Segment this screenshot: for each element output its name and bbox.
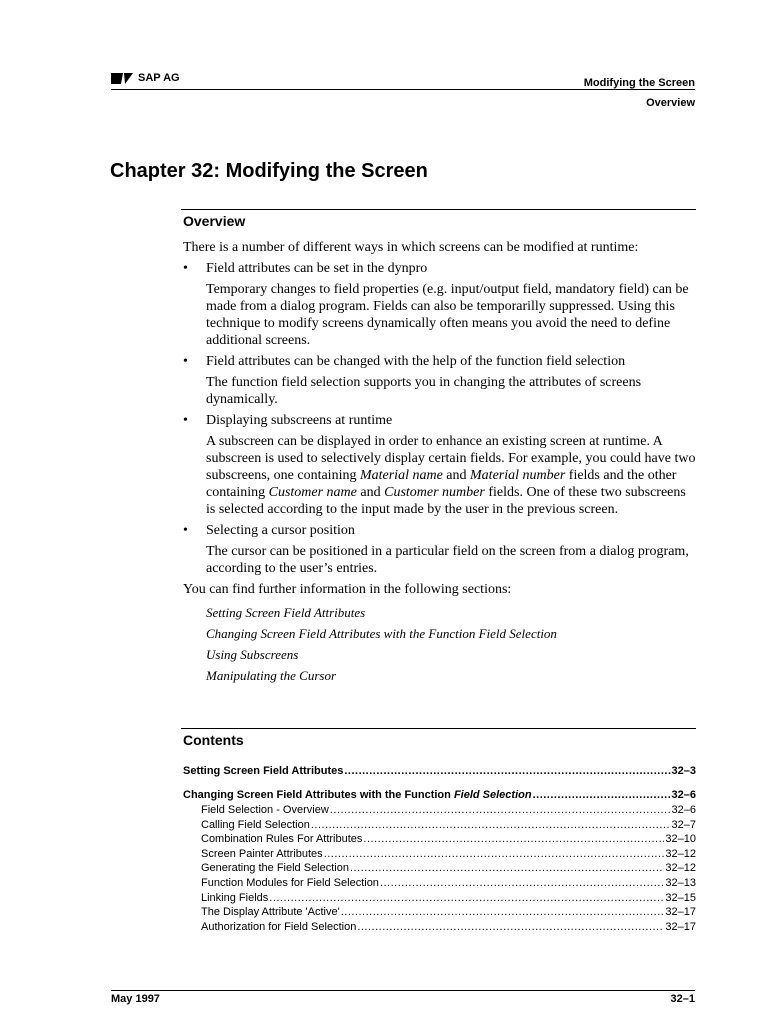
contents-heading: Contents [183,732,244,748]
toc-page: 32–17 [665,906,696,919]
bullet-title: Field attributes can be changed with the help of the function field selection [206,354,626,369]
page-header-company [111,72,180,84]
bullet-title: Field attributes can be set in the dynpro [206,261,428,276]
overview-intro: There is a number of different ways in which screens can be modified at runtime: [183,240,639,255]
toc-page: 32–6 [671,789,696,801]
toc-subentry[interactable] [183,891,696,906]
bullet-desc: A subscreen can be displayed in order to enhance an existing screen at runtime. A subscreen is used to selectively display certain fields. For example, you could have two subscreens, one containing Material name and Material number fields and the other containing Customer name and Customer number fields. One of these two subscreens is selected according to the input made by the user in the previous screen. [206,434,696,517]
bullet-title: Selecting a cursor position [206,523,355,538]
toc-label: Screen Painter Attributes [201,847,323,860]
overview-body [183,239,698,686]
toc-label: Generating the Field Selection [201,862,349,875]
section-link[interactable]: Using Subscreens [206,647,299,662]
footer-page-number: 32–1 [670,993,695,1005]
toc-subentry[interactable] [183,920,696,935]
toc-page: 32–17 [665,920,696,933]
footer-date: May 1997 [111,993,160,1005]
toc-subentry[interactable] [183,847,696,862]
toc-label: Linking Fields [201,891,269,904]
bullet-desc: The cursor can be positioned in a particular field on the screen from a dialog program, according to the user’s entries. [206,544,689,576]
toc-subentry[interactable] [183,876,696,891]
section-links [206,602,698,686]
section-link[interactable]: Changing Screen Field Attributes with the Function Field Selection [206,626,557,641]
further-info: You can find further information in the following sections: [183,582,512,597]
bullet-icon: • [183,523,188,538]
toc-page: 32–10 [665,833,696,846]
footer-rule [111,990,695,991]
toc-label: Function Modules for Field Selection [201,876,379,889]
bullet-icon: • [183,413,188,428]
toc-page: 32–15 [665,891,696,904]
toc-label: Combination Rules For Attributes [201,833,363,846]
company-name: SAP AG [138,72,180,84]
toc-page: 32–6 [671,804,696,816]
toc-label: Changing Screen Field Attributes with the Function Field Selection [183,789,532,801]
toc-page: 32–12 [665,847,696,860]
section-link[interactable]: Setting Screen Field Attributes [206,605,366,620]
toc-subentry[interactable] [183,861,696,876]
bullet-item [183,412,698,429]
toc-label: Field Selection - Overview [201,804,329,816]
toc-label: Calling Field Selection [201,818,310,831]
bullet-item [183,522,698,539]
toc-label: Authorization for Field Selection [201,920,357,933]
overview-heading: Overview [183,213,246,229]
toc-label: The Display Attribute 'Active' [201,906,340,919]
bullet-icon: • [183,261,188,276]
toc-page: 32–7 [671,818,696,831]
sap-logo-icon [111,73,133,84]
toc-subentry[interactable] [183,803,696,818]
toc-entry[interactable] [183,764,696,779]
section-link[interactable]: Manipulating the Cursor [206,668,337,683]
bullet-desc: The function field selection supports you in changing the attributes of screens dynamically. [206,375,642,407]
chapter-title: Chapter 32: Modifying the Screen [110,160,428,182]
toc-page: 32–3 [671,765,696,777]
bullet-item [183,260,698,277]
toc-subentry[interactable] [183,832,696,847]
header-subtitle: Overview [646,97,695,109]
toc-label: Setting Screen Field Attributes [183,765,344,777]
toc-subentry[interactable] [183,905,696,920]
bullet-icon: • [183,354,188,369]
bullet-item [183,353,698,370]
page-header-title [584,73,695,113]
table-of-contents [183,764,696,934]
header-title: Modifying the Screen [583,77,695,89]
bullet-title: Displaying subscreens at runtime [206,413,393,428]
toc-page: 32–12 [665,862,696,875]
header-rule [111,89,695,90]
bullet-desc: Temporary changes to field properties (e.g. input/output field, mandatory field) can be made from a dialog program. Fields can also be temporarilly suppressed. Using this technique to modify screens dynamically often means you avoid the need to define additional screens. [206,282,689,348]
toc-subentry[interactable] [183,818,696,833]
toc-page: 32–13 [665,876,696,889]
toc-entry[interactable] [183,788,696,803]
overview-rule [181,209,696,210]
contents-rule [181,728,696,729]
